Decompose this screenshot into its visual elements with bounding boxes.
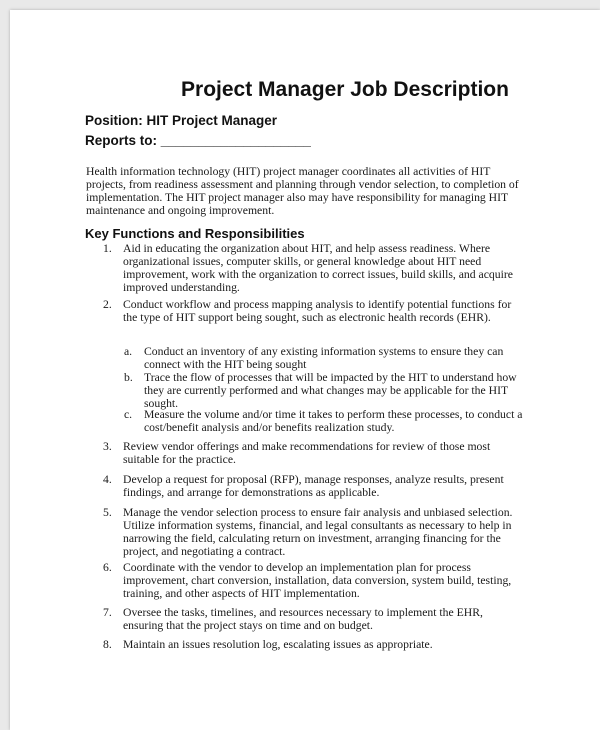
sub-item-text: Measure the volume and/or time it takes to perform these processes, to conduct a cost/benefit analysis and/or benefits realization study. <box>144 408 523 434</box>
sub-item-text: Trace the flow of processes that will be impacted by the HIT to understand how they are currently performed and what changes may be applicable for the HIT sought. <box>144 371 517 410</box>
list-item-number: 5. <box>103 506 112 519</box>
reports-to-field: Reports to: ____________________ <box>85 133 311 148</box>
list-item-text: Develop a request for proposal (RFP), manage responses, analyze results, present findings, and arrange for demonstrations as applicable. <box>123 473 504 499</box>
list-item-text: Aid in educating the organization about HIT, and help assess readiness. Where organizational issues, computer skills, or general knowledge about HIT need improvement, work with the organization to correct issues, build skills, and acquire improved understanding. <box>123 242 513 294</box>
sub-item-letter: a. <box>124 345 133 358</box>
list-item-text: Oversee the tasks, timelines, and resources necessary to implement the EHR, ensuring that the project stays on time and on budget. <box>123 606 483 632</box>
document-page <box>10 10 600 730</box>
list-item-number: 7. <box>103 606 112 619</box>
list-item-number: 1. <box>103 242 112 255</box>
list-item-text: Conduct workflow and process mapping analysis to identify potential functions for the type of HIT support being sought, such as electronic health records (EHR). <box>123 298 512 324</box>
list-item-number: 8. <box>103 638 112 651</box>
sub-item-letter: b. <box>124 371 133 384</box>
list-item-number: 2. <box>103 298 112 311</box>
list-item-number: 6. <box>103 561 112 574</box>
list-item-text: Review vendor offerings and make recommendations for review of those most suitable for the practice. <box>123 440 491 466</box>
section-heading: Key Functions and Responsibilities <box>85 226 305 241</box>
list-item-text: Coordinate with the vendor to develop an implementation plan for process improvement, chart conversion, installation, data conversion, system build, testing, training, and other aspects of HIT implementation. <box>123 561 512 600</box>
intro-paragraph: Health information technology (HIT) project manager coordinates all activities of HIT projects, from readiness assessment and planning through vendor selection, to completion of implementation. The HIT project manager also may have responsibility for managing HIT maintenance and ongoing improvement. <box>86 165 519 217</box>
position-field: Position: HIT Project Manager <box>85 113 278 128</box>
sub-item-letter: c. <box>124 408 133 421</box>
list-item-text: Manage the vendor selection process to ensure fair analysis and unbiased selection. Utilize information systems, financial, and legal consultants as necessary to help in narrowing the field, calculating return on investment, arranging financing for the project, and negotiating a contract. <box>123 506 513 558</box>
list-item-number: 4. <box>103 473 112 486</box>
list-item-text: Maintain an issues resolution log, escalating issues as appropriate. <box>123 638 433 651</box>
list-item-number: 3. <box>103 440 112 453</box>
document-title: Project Manager Job Description <box>181 78 509 101</box>
sub-item-text: Conduct an inventory of any existing information systems to ensure they can connect with the HIT being sought <box>144 345 504 371</box>
